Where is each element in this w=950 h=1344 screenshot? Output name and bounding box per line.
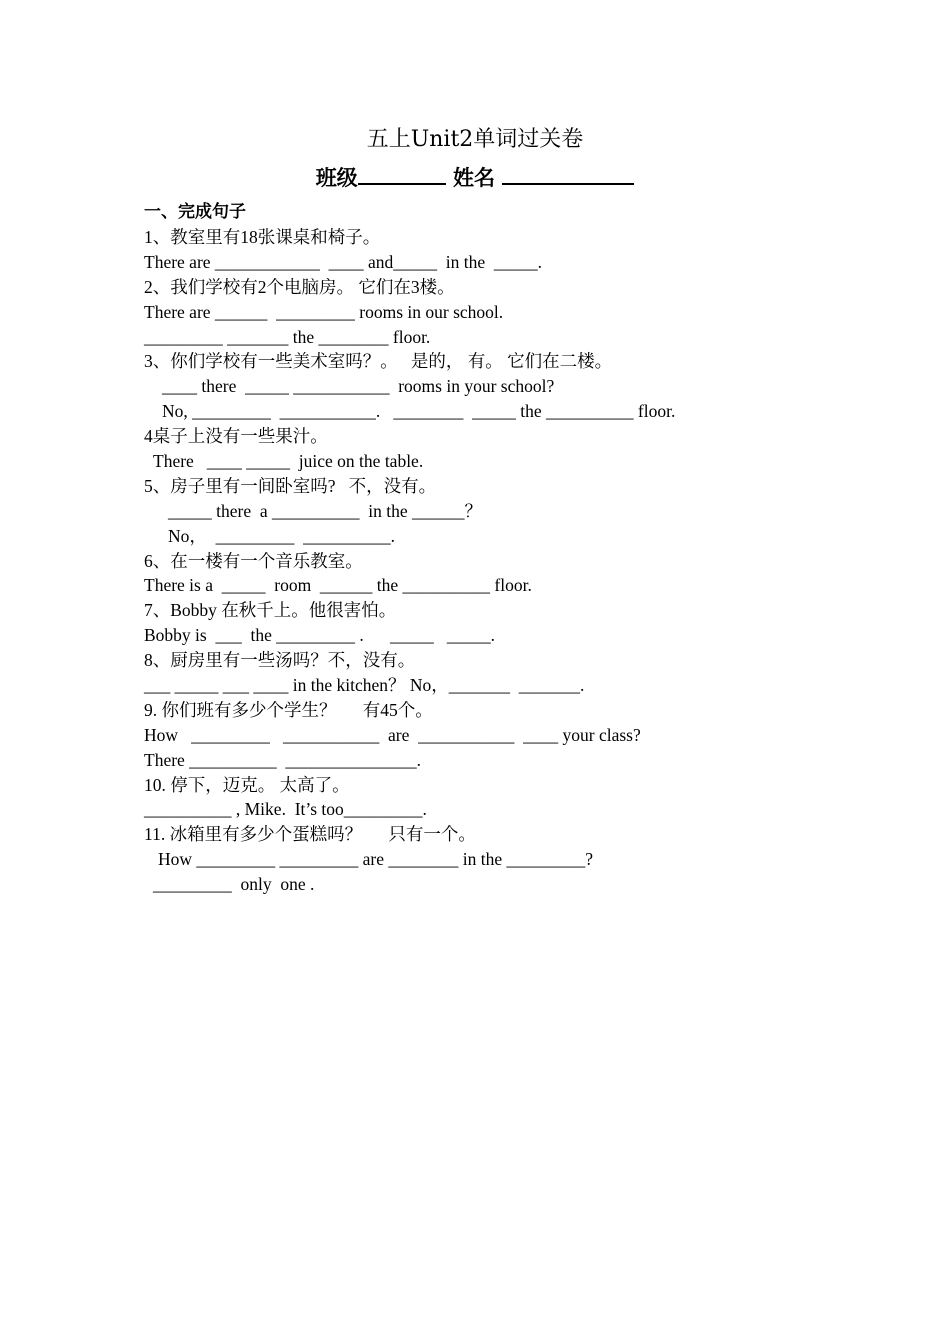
exercise-line: 4桌子上没有一些果汁。 bbox=[144, 426, 328, 447]
student-info-header bbox=[0, 162, 950, 192]
exercise-line: How _________ ___________ are ___________ ____ your class? bbox=[144, 724, 641, 745]
exercise-line: There __________ _______________. bbox=[144, 749, 422, 770]
name-blank bbox=[502, 163, 634, 185]
section-title: 一、完成句子 bbox=[144, 202, 246, 222]
exercise-line: ____ there _____ ___________ rooms in your school? bbox=[162, 376, 555, 397]
class-label: 班级 bbox=[315, 166, 358, 190]
page-title: 五上Unit2单词过关卷 bbox=[366, 127, 584, 152]
exercise-line: 10. 停下，迈克。 太高了。 bbox=[144, 774, 350, 795]
exercise-line: 9. 你们班有多少个学生？ 有45个。 bbox=[144, 699, 433, 720]
exercise-line: There ____ _____ juice on the table. bbox=[153, 451, 424, 472]
exercise-line: __________ , Mike. It’s too_________. bbox=[144, 799, 427, 820]
exercise-line: 3、你们学校有一些美术室吗？。 是的， 有。 它们在二楼。 bbox=[144, 351, 613, 372]
exercise-line: 5、房子里有一间卧室吗? 不，没有。 bbox=[144, 475, 437, 496]
exercise-line: There is a _____ room ______ the __________ floor. bbox=[144, 575, 532, 596]
exercise-line: Bobby is ___ the _________ . _____ _____. bbox=[144, 625, 495, 646]
exercise-line: 6、在一楼有一个音乐教室。 bbox=[144, 550, 363, 571]
exercise-line: _________ _______ the ________ floor. bbox=[144, 326, 431, 347]
exercise-line: There are ______ _________ rooms in our school. bbox=[144, 301, 504, 322]
exercise-line: How _________ _________ are ________ in the _________? bbox=[158, 849, 594, 870]
exercise-line: 7、Bobby 在秋千上。他很害怕。 bbox=[144, 600, 397, 621]
exercise-line: 11. 冰箱里有多少个蛋糕吗？ 只有一个。 bbox=[144, 824, 476, 845]
exercise-line: _________ only one . bbox=[153, 874, 315, 895]
exercise-line: 2、我们学校有2个电脑房。 它们在3楼。 bbox=[144, 276, 455, 297]
exercise-line: 8、厨房里有一些汤吗？不，没有。 bbox=[144, 650, 416, 671]
class-blank bbox=[358, 163, 446, 185]
exercise-lines bbox=[144, 225, 904, 897]
exercise-line: 1、教室里有18张课桌和椅子。 bbox=[144, 227, 381, 247]
exercise-line: There are ____________ ____ and_____ in the _____. bbox=[144, 251, 543, 272]
exercise-line: _____ there a __________ in the ______？ bbox=[168, 500, 482, 521]
exercise-line: ___ _____ ___ ____ in the kitchen？ No，_______ _______. bbox=[144, 675, 585, 696]
exercise-line: No， _________ __________. bbox=[168, 525, 396, 546]
exercise-line: No, _________ ___________. ________ _____ the __________ floor. bbox=[162, 401, 676, 422]
name-label: 姓名 bbox=[453, 166, 495, 190]
exercise-content bbox=[144, 200, 904, 897]
